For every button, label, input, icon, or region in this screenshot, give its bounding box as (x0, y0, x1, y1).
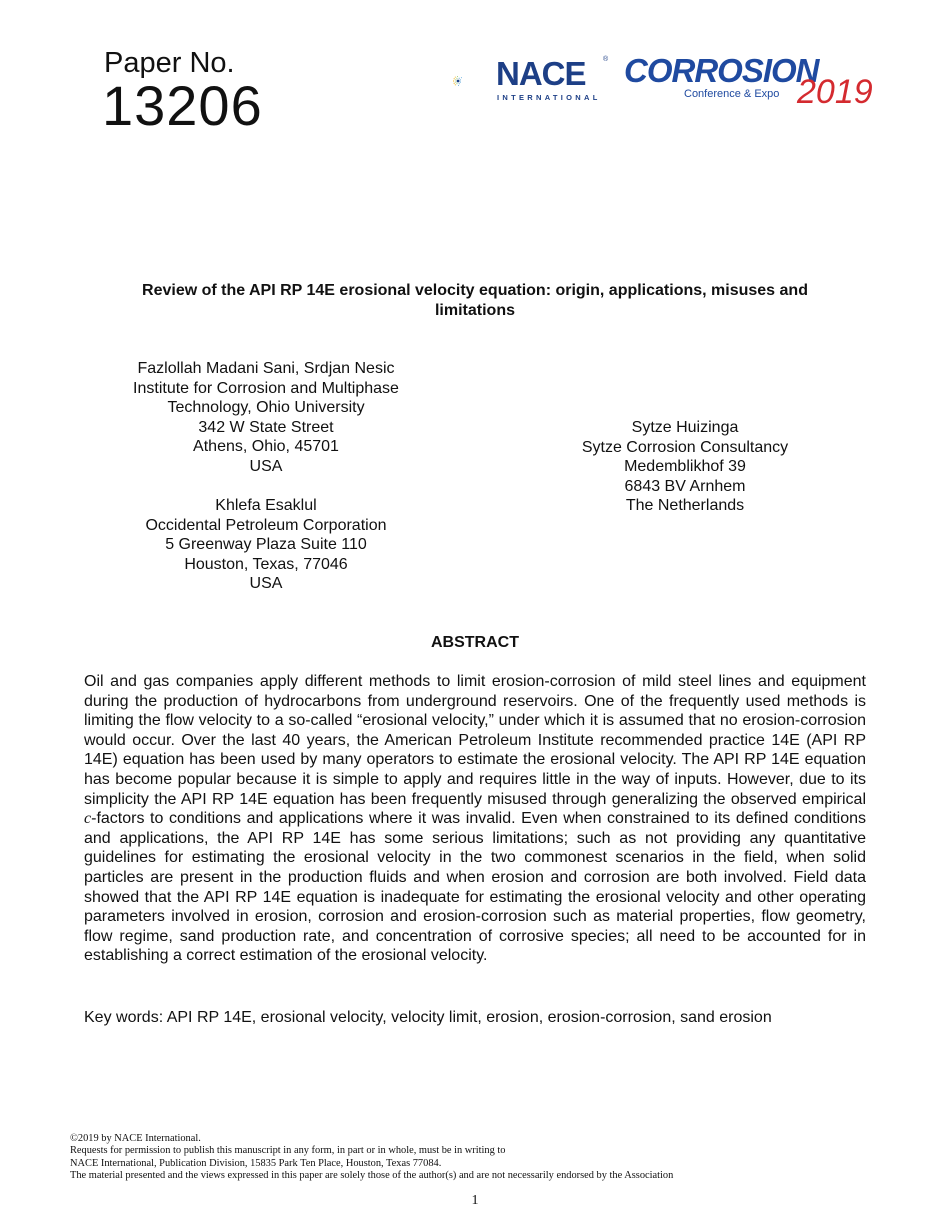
author-line: Sytze Huizinga (631, 419, 739, 436)
author-line: Sytze Corrosion Consultancy (581, 438, 789, 456)
author-line: Fazlollah Madani Sani, Srdjan Nesic (137, 360, 395, 377)
author-block-1 (80, 359, 452, 477)
author-line: Khlefa Esaklul (215, 497, 317, 514)
author-line: 5 Greenway Plaza Suite 110 (165, 536, 367, 554)
paper-label: Paper No. (104, 47, 235, 79)
footer-line: ©2019 by NACE International. (70, 1133, 201, 1144)
paper-title-line: Review of the API RP 14E erosional velocity equation: origin, applications, misuses and (142, 282, 808, 299)
paper-title (110, 281, 840, 321)
author-line: The Netherlands (625, 497, 745, 515)
c-factor-symbol: c (84, 810, 92, 828)
footer-line: NACE International, Publication Division, 15835 Park Ten Place, Houston, Texas 77084. (70, 1157, 442, 1169)
author-line: Institute for Corrosion and Multiphase (133, 379, 399, 397)
author-line: Medemblikhof 39 (624, 458, 746, 476)
footer-line: Requests for permission to publish this manuscript in any form, in part or in whole, must be in writing to (70, 1145, 506, 1157)
author-line: Occidental Petroleum Corporation (145, 516, 387, 534)
abstract-heading: ABSTRACT (431, 634, 519, 651)
paper-number: 13206 (102, 74, 263, 137)
footer-line: The material presented and the views expressed in this paper are solely those of the author(s) and are not necessarily endorsed by the Association (70, 1169, 674, 1181)
abstract-paragraph (84, 672, 866, 966)
author-line: USA (249, 575, 283, 593)
abstract-text: Oil and gas companies apply different methods to limit erosion-corrosion of mild steel lines and equipment during the production of hydrocarbons from underground reservoirs. One of the frequently used methods is limiting the flow velocity to a so-called “erosional velocity,” under which it is assumed that no erosion-corrosion would occur. Over the last 40 years, the American Petroleum Institute recommended practice 14E (API RP 14E) equation has been used by many operators to estimate the erosional velocity. The API RP 14E equation has become popular because it is simple to apply and requires little in the way of inputs. However, due to its simplicity the API RP 14E equation has been frequently misused through generalizing the observed empirical (84, 673, 866, 808)
author-line: Technology, Ohio University (167, 399, 365, 417)
corrosion-logo-subtitle: Conference & Expo (684, 88, 780, 100)
registered-mark: ® (603, 56, 609, 63)
page-number: 1 (471, 1193, 479, 1208)
author-line: 342 W State Street (198, 418, 334, 436)
author-line: 6843 BV Arnhem (624, 477, 746, 495)
keywords: Key words: API RP 14E, erosional velocity, velocity limit, erosion, erosion-corrosion, sand erosion (84, 1009, 772, 1026)
author-block-3 (80, 496, 452, 594)
corrosion-logo-wordmark: CORROSION (624, 52, 819, 89)
nace-logo-wordmark: NACE (496, 55, 586, 92)
copyright-footer (70, 1133, 673, 1182)
abstract-text: -factors to conditions and applications where it was invalid. Even when constrained to its defined conditions and applications, the API RP 14E has some serious limitations; such as not providing any quantitative guidelines for estimating the erosional velocity in the two commonest scenarios in the field, when solid particles are present in the production fluids and when erosion and corrosion are both involved. Field data showed that the API RP 14E equation is inadequate for estimating the erosional velocity and other operating parameters involved in erosion, corrosion and erosion-corrosion such as material properties, flow geometry, flow regime, sand production rate, and concentration of corrosive species; all need to be accounted for in establishing a correct estimation of the erosional velocity. (84, 810, 866, 965)
paper-title-line: limitations (434, 302, 515, 319)
nace-logo-subtitle: INTERNATIONAL (497, 93, 601, 102)
author-line: USA (249, 457, 283, 475)
author-block-2 (545, 418, 825, 516)
corrosion-logo-year: 2019 (797, 73, 873, 111)
nace-globe-icon (452, 56, 496, 106)
author-line: Athens, Ohio, 45701 (193, 438, 339, 456)
author-line: Houston, Texas, 77046 (184, 555, 348, 573)
